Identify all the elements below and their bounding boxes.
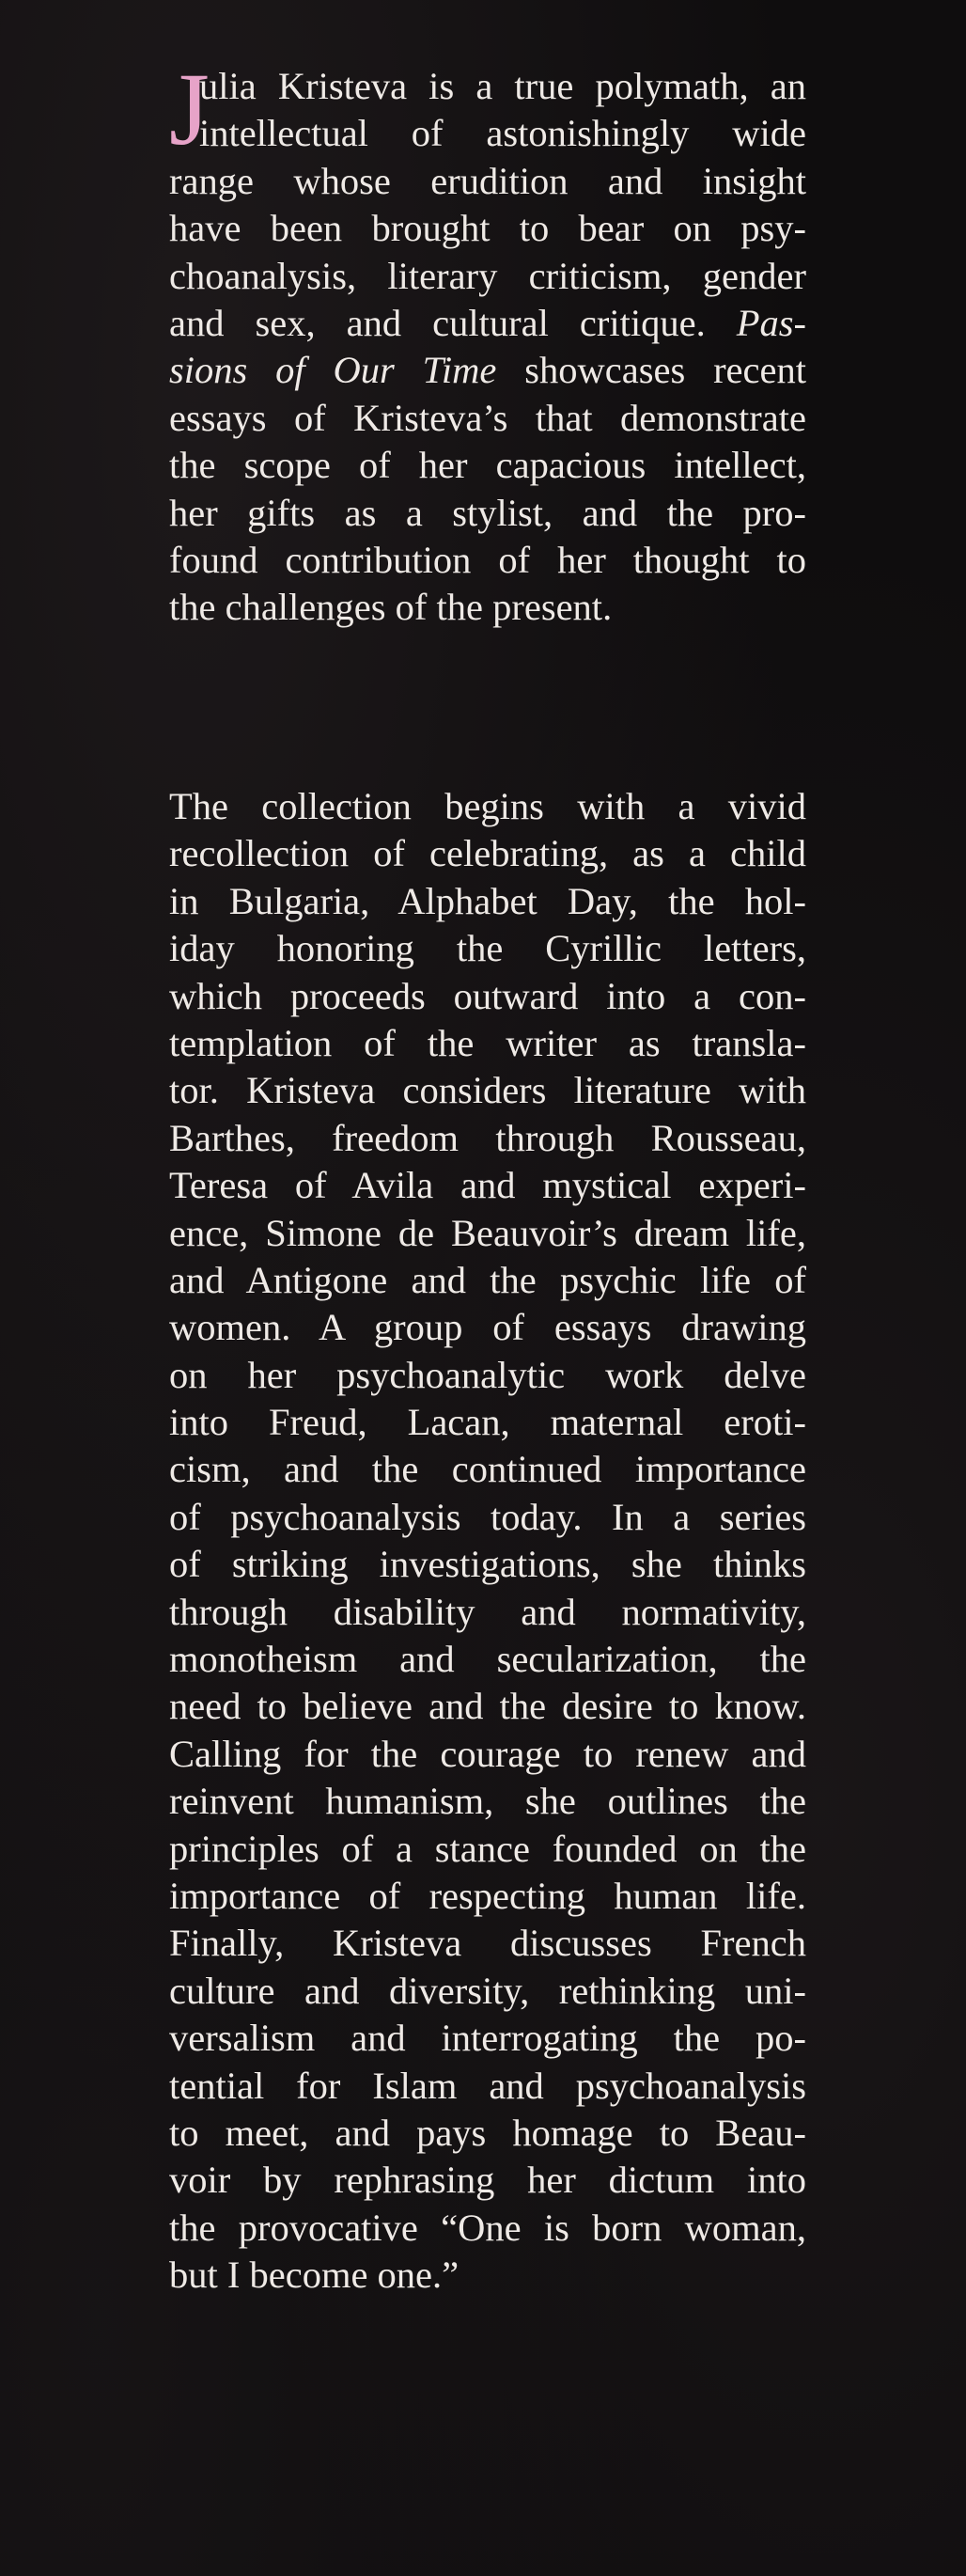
text-line: the scope of her capacious intellect, — [169, 444, 806, 487]
text-line: which proceeds outward into a con- — [169, 974, 806, 1017]
text-line: Barthes, freedom through Rousseau, — [169, 1116, 806, 1159]
text-line: to meet, and pays homage to Beau- — [169, 2111, 806, 2154]
text-line: the provocative “One is born woman, — [169, 2206, 806, 2249]
text-line: iday honoring the Cyrillic letters, — [169, 927, 806, 970]
text-line: and Antigone and the psychic life of — [169, 1258, 806, 1301]
text-line: principles of a stance founded on the — [169, 1827, 806, 1870]
text-line: through disability and normativity, — [169, 1590, 806, 1633]
text-line: versalism and interrogating the po- — [169, 2017, 806, 2060]
text-line: the challenges of the present. — [169, 586, 613, 629]
text-line — [169, 347, 806, 394]
text-segment: and sex, and cultural critique. — [169, 301, 737, 344]
text-line: have been brought to bear on psy- — [169, 207, 806, 250]
text-line: her gifts as a stylist, and the pro- — [169, 491, 806, 534]
text-line: Calling for the courage to renew and — [169, 1732, 806, 1775]
text-line: reinvent humanism, she outlines the — [169, 1780, 806, 1823]
text-line: tential for Islam and psychoanalysis — [169, 2064, 806, 2107]
text-line: templation of the writer as transla- — [169, 1021, 806, 1064]
text-line: Finally, Kristeva discusses French — [169, 1922, 806, 1965]
description-paragraph — [169, 783, 806, 2300]
text-line: of striking investigations, she thinks — [169, 1543, 806, 1586]
text-line: monotheism and secularization, the — [169, 1638, 806, 1681]
text-line: range whose erudition and insight — [169, 159, 806, 202]
text-line: of psychoanalysis today. In a series — [169, 1495, 806, 1538]
text-line: importance of respecting human life. — [169, 1874, 806, 1917]
text-segment: showcases recent — [496, 349, 806, 392]
text-line: on her psychoanalytic work delve — [169, 1353, 806, 1396]
text-line — [169, 300, 806, 347]
text-line: tor. Kristeva considers literature with — [169, 1069, 806, 1112]
text-line: ence, Simone de Beauvoir’s dream life, — [169, 1211, 806, 1254]
text-line: need to believe and the desire to know. — [169, 1685, 806, 1728]
text-line: in Bulgaria, Alphabet Day, the hol- — [169, 879, 806, 922]
text-line: The collection begins with a vivid — [169, 785, 806, 827]
intro-paragraph — [169, 52, 806, 632]
text-line: Teresa of Avila and mystical experi- — [169, 1164, 806, 1207]
text-line: found contribution of her thought to — [169, 538, 806, 581]
text-line: culture and diversity, rethinking uni- — [169, 1969, 806, 2012]
text-line: but I become one.” — [169, 2254, 460, 2297]
text-line: intellectual of astonishingly wide — [199, 112, 806, 155]
text-line: essays of Kristeva’s that demonstrate — [169, 396, 806, 439]
text-line: recollection of celebrating, as a child — [169, 832, 806, 875]
text-line: cism, and the continued importance — [169, 1448, 806, 1491]
text-line: into Freud, Lacan, maternal eroti- — [169, 1401, 806, 1444]
text-line: women. A group of essays drawing — [169, 1306, 806, 1349]
book-title-segment: Pas- — [736, 301, 806, 344]
text-line: choanalysis, literary criticism, gender — [169, 254, 806, 297]
drop-cap-letter: J — [169, 52, 210, 166]
text-line: ulia Kristeva is a true polymath, an — [199, 65, 806, 107]
book-title-segment: sions of Our Time — [169, 349, 497, 392]
text-line: voir by rephrasing her dictum into — [169, 2159, 806, 2202]
